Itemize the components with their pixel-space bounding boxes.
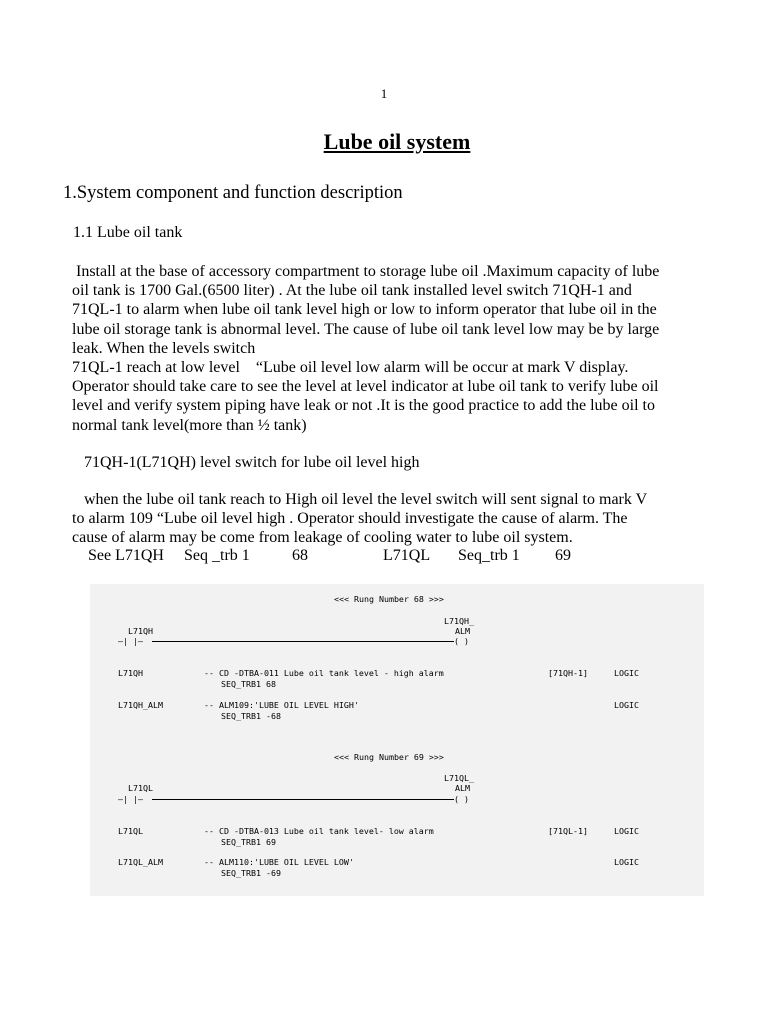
device-id: [71QH-1] <box>548 668 588 678</box>
see-seq1: Seq _trb 1 <box>184 547 250 564</box>
see-seq2: Seq_trb 1 <box>458 547 520 564</box>
rung-header: <<< Rung Number 69 >>> <box>334 752 444 762</box>
coil-label-top: L71QL_ <box>444 773 474 783</box>
paragraph-line: Operator should take care to see the level at level indicator at lube oil tank to verify lube oil <box>72 378 659 396</box>
subsection-heading: 1.1 Lube oil tank <box>73 224 183 241</box>
paragraph-line: Install at the base of accessory compartment to storage lube oil .Maximum capacity of lube <box>72 263 660 280</box>
see-prefix: See L71QH <box>88 547 164 564</box>
coil-label-bottom: ALM <box>455 783 470 793</box>
paragraph-line: oil tank is 1700 Gal.(6500 liter) . At the lube oil tank installed level switch 71QH-1 and <box>72 282 632 300</box>
signal-name: L71QL_ALM <box>118 857 163 867</box>
see-num2: 69 <box>555 547 571 564</box>
contact-symbol: —| |— <box>118 794 143 804</box>
paragraph-line: leak. When the levels switch <box>72 339 256 357</box>
page-number: 1 <box>380 86 388 101</box>
coil-symbol: ( ) <box>454 794 469 804</box>
device-id: [71QL-1] <box>548 826 588 836</box>
signal-seq: SEQ_TRB1 -68 <box>221 711 281 721</box>
signal-seq: SEQ_TRB1 68 <box>221 679 276 689</box>
signal-description: -- ALM109:'LUBE OIL LEVEL HIGH' <box>204 700 359 710</box>
signal-description: -- CD -DTBA-011 Lube oil tank level - high alarm <box>204 668 444 678</box>
see-sig2: L71QL <box>383 547 431 564</box>
rung-header: <<< Rung Number 68 >>> <box>334 594 444 604</box>
rung-wire <box>152 799 454 800</box>
paragraph-line: when the lube oil tank reach to High oil level the level switch will sent signal to mark V <box>72 491 648 508</box>
signal-description: -- ALM110:'LUBE OIL LEVEL LOW' <box>204 857 354 867</box>
signal-seq: SEQ_TRB1 69 <box>221 837 276 847</box>
paragraph-line: 71QH-1(L71QH) level switch for lube oil level high <box>72 454 420 471</box>
contact-symbol: —| |— <box>118 636 143 646</box>
see-num1: 68 <box>292 547 308 564</box>
contact-label: L71QL <box>128 783 153 793</box>
page-title: Lube oil system <box>323 129 471 154</box>
signal-type: LOGIC <box>614 857 639 867</box>
paragraph-high-level <box>72 490 722 548</box>
paragraph-line: lube oil storage tank is abnormal level. The cause of lube oil tank level low may be by large <box>72 320 660 338</box>
contact-label: L71QH <box>128 626 153 636</box>
coil-label-top: L71QH_ <box>444 616 474 626</box>
rung-wire <box>152 641 454 642</box>
signal-name: L71QH_ALM <box>118 700 163 710</box>
coil-symbol: ( ) <box>454 636 469 646</box>
paragraph-line: cause of alarm may be come from leakage of cooling water to lube oil system. <box>72 529 573 547</box>
paragraph-line: level and verify system piping have leak or not .It is the good practice to add the lube oil to <box>72 397 655 415</box>
paragraph-level-switch <box>72 453 722 472</box>
paragraph-line: 71QL-1 to alarm when lube oil tank level high or low to inform operator that lube oil in the <box>72 301 657 319</box>
paragraph-line: to alarm 109 “Lube oil level high . Operator should investigate the cause of alarm. The <box>72 510 628 528</box>
signal-description: -- CD -DTBA-013 Lube oil tank level- low alarm <box>204 826 434 836</box>
signal-seq: SEQ_TRB1 -69 <box>221 868 281 878</box>
signal-type: LOGIC <box>614 826 639 836</box>
section-heading: 1.System component and function description <box>63 183 403 203</box>
signal-name: L71QH <box>118 668 143 678</box>
paragraph-line: 71QL-1 reach at low level “Lube oil level low alarm will be occur at mark V display. <box>72 359 629 377</box>
paragraph-tank-description <box>72 262 722 435</box>
paragraph-line: normal tank level(more than ½ tank) <box>72 416 307 434</box>
ladder-logic-figure <box>90 584 704 896</box>
signal-type: LOGIC <box>614 700 639 710</box>
coil-label-bottom: ALM <box>455 626 470 636</box>
signal-type: LOGIC <box>614 668 639 678</box>
signal-name: L71QL <box>118 826 143 836</box>
